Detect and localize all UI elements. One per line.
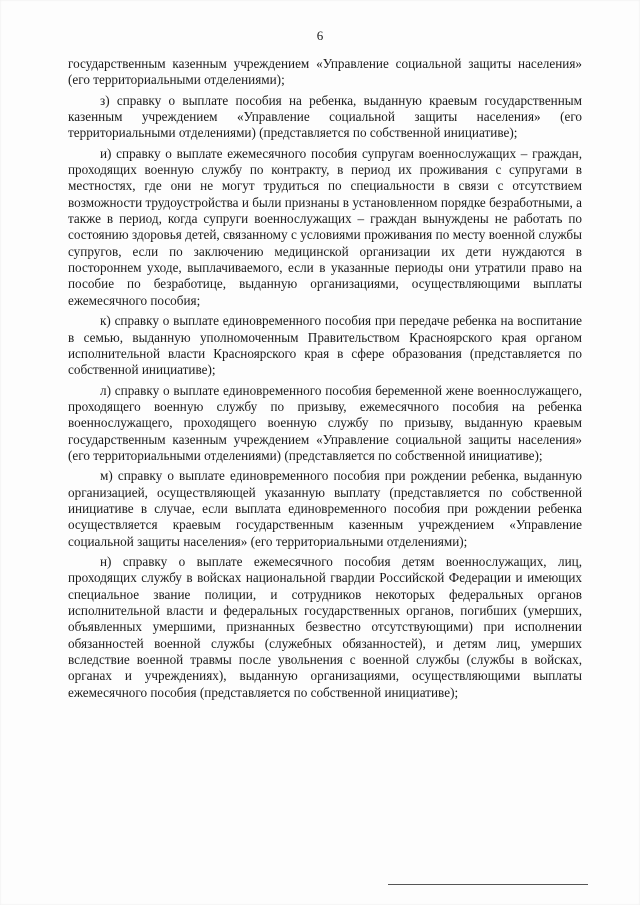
paragraph-item-n: н) справку о выплате ежемесячного пособия детям военнослужащих, лиц, проходящих службу в войсках национальной гвардии Российской Федерации и имеющих специальное звание полиции, и сотрудников некоторых федеральных органов исполнительной власти и федеральных государственных органов, погибших (умерших, объявленных умершими, признанных безвестно отсутствующими) при исполнении обязанностей военной службы (служебных обязанностей), и детям лиц, умерших вследствие военной травмы после увольнения с военной службы (службы в войсках, органах и учреждениях), выданную организациями, осуществляющими выплаты ежемесячного пособия (представляется по собственной инициативе); — [68, 553, 582, 700]
page-number: 6 — [316, 28, 324, 43]
paragraph-item-m: м) справку о выплате единовременного пособия при рождении ребенка, выданную организацией, осуществляющей указанную выплату (представляется по собственной инициативе в случае, если выплата единовременного пособия при рождении ребенка осуществляется краевым государственным казенным учреждением «Управление социальной защиты населения» (его территориальными отделениями); — [68, 468, 582, 549]
paragraph-continuation: государственным казенным учреждением «Управление социальной защиты населения» (его территориальными отделениями); — [68, 56, 582, 88]
footer-divider — [388, 884, 588, 885]
document-body — [68, 56, 582, 705]
paragraph-item-z: з) справку о выплате пособия на ребенка, выданную краевым государственным казенным учреждением «Управление социальной защиты населения» (его территориальными отделениями) (представляется по собственной инициативе); — [68, 92, 582, 141]
paragraph-item-l: л) справку о выплате единовременного пособия беременной жене военнослужащего, проходящего военную службу по призыву, ежемесячного пособия на ребенка военнослужащего, проходящего военную службу по призыву, выданную краевым государственным казенным учреждением «Управление социальной защиты населения» (его территориальными отделениями) (представляется по собственной инициативе); — [68, 382, 582, 463]
paragraph-item-i: и) справку о выплате ежемесячного пособия супругам военнослужащих – граждан, проходящих военную службу по контракту, в период их проживания с супругами в местностях, где они не могут трудиться по специальности в связи с отсутствием возможности трудоустройства и были признаны в установленном порядке безработными, а также в период, когда супруги военнослужащих – граждан вынуждены не работать по состоянию здоровья детей, связанному с условиями проживания по месту военной службы супругов, если по заключению медицинской организации их дети нуждаются в постороннем уходе, выплачиваемого, если в указанные периоды они утратили право на пособие по безработице, выданную организациями, осуществляющими выплаты ежемесячного пособия; — [68, 145, 582, 308]
paragraph-item-k: к) справку о выплате единовременного пособия при передаче ребенка на воспитание в семью, выданную уполномоченным Правительством Красноярского края органом исполнительной власти Красноярского края в сфере образования (представляется по собственной инициативе); — [68, 313, 582, 378]
